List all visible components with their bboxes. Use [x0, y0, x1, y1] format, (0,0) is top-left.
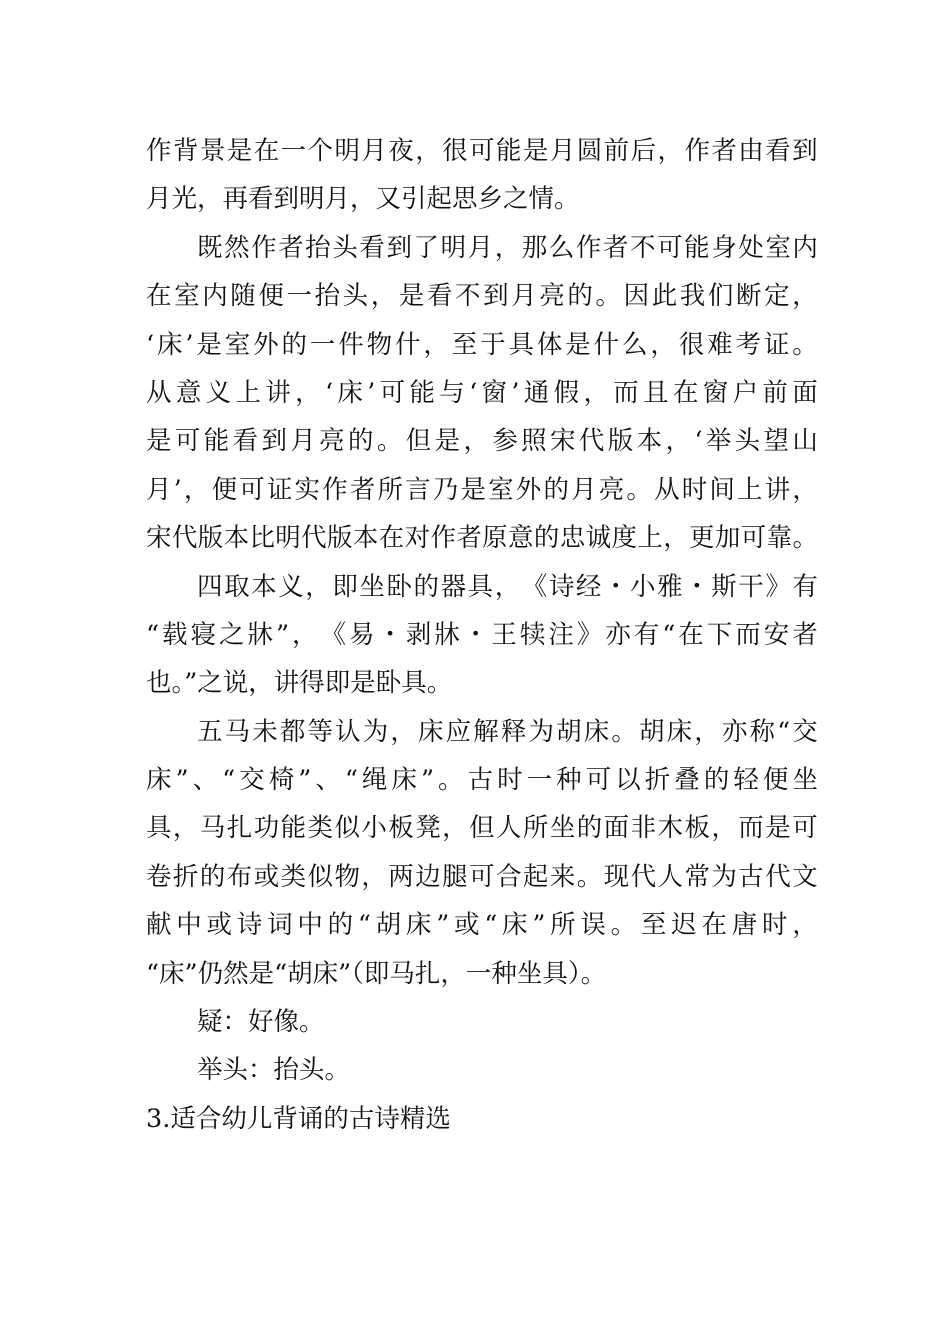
- body-line: 四 取 本 义 ， 即 坐 卧 的 器 具 ， 《 诗 经 ・ 小 雅 ・ 斯 干 》 有: [197, 571, 818, 602]
- body-line: 床 ” 、 “ 交 椅 ” 、 “ 绳 床 ” 。 古 时 一 种 可 以 折 叠 的 轻 便 坐: [146, 765, 818, 796]
- body-line: 具 ， 马 扎 功 能 类 似 小 板 凳 ， 但 人 所 坐 的 面 非 木 板 ， 而 是 可: [146, 813, 818, 844]
- body-line: 从 意 义 上 讲 ， ‘ 床 ’ 可 能 与 ‘ 窗 ’ 通 假 ， 而 且 在 窗 户 前 面: [146, 377, 818, 408]
- body-line: 月光，再看到明月，又引起思乡之情。: [146, 184, 580, 215]
- body-line: 也。”之说，讲得即是卧具。: [146, 668, 453, 699]
- body-line: “ 载 寝 之 牀 ” ， 《 易 ・ 剥 牀 ・ 王 犊 注 》 亦 有 “ 在 下 而 安 者: [146, 619, 818, 650]
- body-line: 宋 代 版 本 比 明 代 版 本 在 对 作 者 原 意 的 忠 诚 度 上 ， 更 加 可 靠 。: [146, 523, 818, 554]
- body-line: 作 背 景 是 在 一 个 明 月 夜 ， 很 可 能 是 月 圆 前 后 ， 作 者 由 看 到: [146, 136, 818, 166]
- body-line: ‘ 床 ’ 是 室 外 的 一 件 物 什 ， 至 于 具 体 是 什 么 ， 很 难 考 证 。: [146, 329, 818, 360]
- body-line: 疑：好像。: [197, 1007, 325, 1038]
- body-line: 在 室 内 随 便 一 抬 头 ， 是 看 不 到 月 亮 的 。 因 此 我 们 断 定 ，: [146, 281, 818, 312]
- body-line: “床”仍然是“胡床”（即马扎，一种坐具）。: [146, 958, 607, 989]
- body-line: 举头：抬头。: [197, 1055, 351, 1086]
- body-line: 卷 折 的 布 或 类 似 物 ， 两 边 腿 可 合 起 来 。 现 代 人 常 为 古 代 文: [146, 861, 818, 892]
- body-line: 月 ’ ， 便 可 证 实 作 者 所 言 乃 是 室 外 的 月 亮 。 从 时 间 上 讲 ，: [146, 474, 818, 505]
- body-line: 是 可 能 看 到 月 亮 的 。 但 是 ， 参 照 宋 代 版 本 ， ‘ 举 头 望 山: [146, 426, 818, 457]
- section-heading: 3.适合幼儿背诵的古诗精选: [146, 1103, 451, 1134]
- document-body: [146, 127, 818, 1143]
- body-line: 五 马 未 都 等 认 为 ， 床 应 解 释 为 胡 床 。 胡 床 ， 亦 称 “ 交: [197, 716, 818, 747]
- body-line: 既 然 作 者 抬 头 看 到 了 明 月 ， 那 么 作 者 不 可 能 身 处 室 内: [197, 232, 818, 263]
- body-line: 献 中 或 诗 词 中 的 “ 胡 床 ” 或 “ 床 ” 所 误 。 至 迟 在 唐 时 ，: [146, 910, 818, 941]
